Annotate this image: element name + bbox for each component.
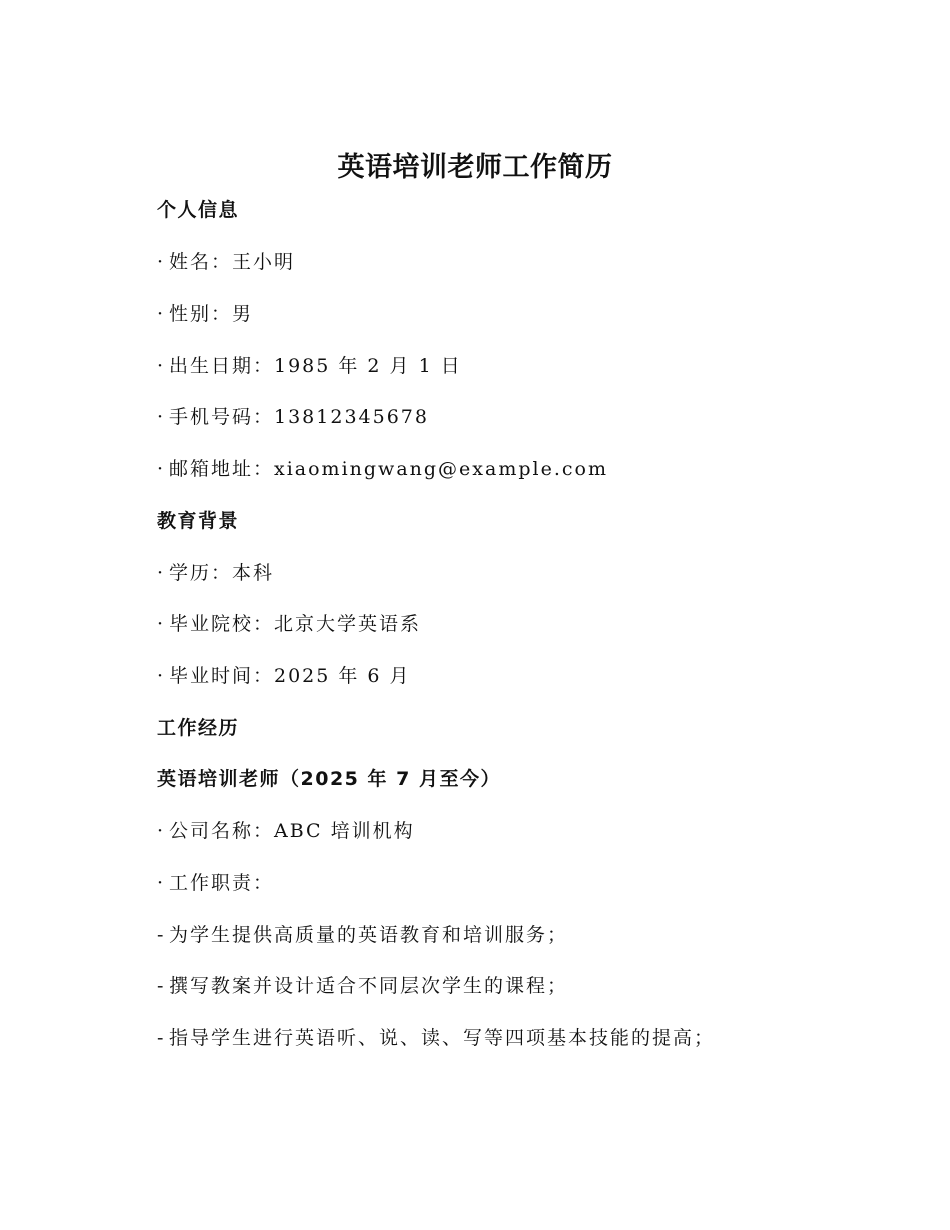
duty-item [157,973,568,999]
duty-item [157,922,568,948]
list-item-text: 出生日期：1985 年 2 月 1 日 [169,355,462,377]
list-item-phone [157,404,429,430]
bullet-icon: · [157,406,164,428]
list-item-email [157,456,608,482]
list-item-duties-label [157,870,274,896]
bullet-icon: · [157,562,164,584]
list-item-text: 工作职责： [169,872,275,894]
bullet-icon: · [157,665,164,687]
duty-item [157,1025,715,1051]
list-item-text: 手机号码：13812345678 [169,406,429,428]
list-item-school [157,611,421,637]
list-item-company [157,818,415,844]
section-heading-work: 工作经历 [157,717,240,739]
dash-icon: - [157,1027,164,1049]
bullet-icon: · [157,355,164,377]
section-heading-education: 教育背景 [157,510,240,532]
list-item-degree [157,560,274,586]
list-item-text: 学历：本科 [169,562,275,584]
bullet-icon: · [157,820,164,842]
list-item-text: 性别：男 [169,303,254,325]
bullet-icon: · [157,613,164,635]
job-title: 英语培训老师（2025 年 7 月至今） [157,768,501,790]
list-item-text: 邮箱地址：xiaomingwang@example.com [169,458,608,480]
bullet-icon: · [157,303,164,325]
dash-icon: - [157,975,164,997]
duty-text: 指导学生进行英语听、说、读、写等四项基本技能的提高； [169,1027,716,1049]
bullet-icon: · [157,251,164,273]
list-item-text: 毕业院校：北京大学英语系 [169,613,422,635]
duty-text: 撰写教案并设计适合不同层次学生的课程； [169,975,569,997]
bullet-icon: · [157,872,164,894]
section-heading-personal: 个人信息 [157,199,240,221]
dash-icon: - [157,924,164,946]
list-item-text: 公司名称：ABC 培训机构 [169,820,415,842]
bullet-icon: · [157,458,164,480]
list-item-name [157,249,295,275]
list-item-gender [157,301,253,327]
list-item-graduation [157,663,411,689]
list-item-birth [157,353,462,379]
page-title: 英语培训老师工作简历 [337,152,613,183]
list-item-text: 姓名：王小明 [169,251,296,273]
duty-text: 为学生提供高质量的英语教育和培训服务； [169,924,569,946]
list-item-text: 毕业时间：2025 年 6 月 [169,665,411,687]
